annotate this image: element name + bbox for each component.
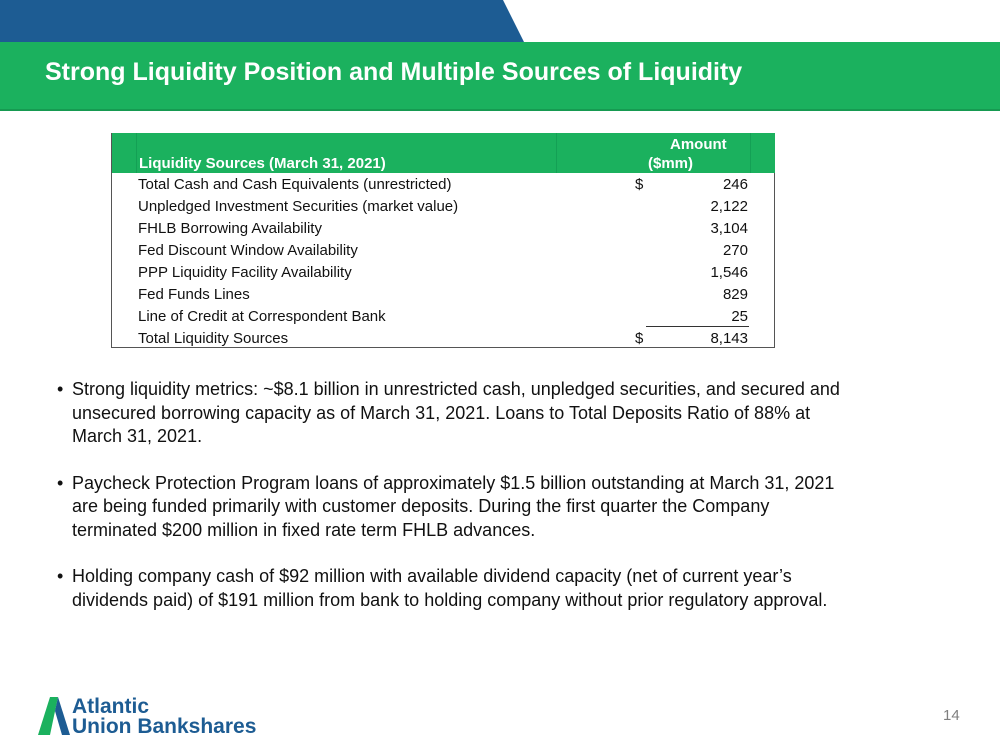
liquidity-table xyxy=(111,133,775,348)
bullet-icon: • xyxy=(57,472,64,493)
table-row: Fed Discount Window Availability 270 xyxy=(138,242,748,259)
header-label: Liquidity Sources (March 31, 2021) xyxy=(139,155,386,172)
bullet-icon: • xyxy=(57,566,64,586)
table-row: Line of Credit at Correspondent Bank 25 xyxy=(138,308,748,325)
logo-a-icon xyxy=(38,697,70,740)
header-amount-unit: ($mm) xyxy=(648,155,694,172)
top-accent-band xyxy=(0,0,525,44)
list-item: • Paycheck Protection Program loans of approximately $1.5 billion outstanding at March 31, 2021 are being funded primarily with customer deposits. During the first quarter the Company terminated $200 million in fixed rate term FHLB advances. xyxy=(57,472,835,540)
table-row: FHLB Borrowing Availability 3,104 xyxy=(138,220,748,237)
table-row: Fed Funds Lines 829 xyxy=(138,286,748,303)
list-item: • Holding company cash of $92 million with available dividend capacity (net of current year’s dividends paid) of $191 million from bank to holding company without prior regulatory approval. xyxy=(57,566,828,610)
table-row: PPP Liquidity Facility Availability 1,546 xyxy=(138,264,748,281)
bullet-list xyxy=(57,378,847,635)
header-amount: Amount xyxy=(670,136,727,153)
list-item: • Strong liquidity metrics: ~$8.1 billion in unrestricted cash, unpledged securities, and secured and unsecured borrowing capacity as of March 31, 2021. Loans to Total Deposits Ratio of 88% at March 31, 2021. xyxy=(57,379,840,446)
table-row: Unpledged Investment Securities (market value) 2,122 xyxy=(138,198,748,215)
table-row: Total Cash and Cash Equivalents (unrestricted) $ 246 xyxy=(138,176,748,193)
slide-title: Strong Liquidity Position and Multiple Sources of Liquidity xyxy=(45,58,743,86)
page-number: 14 xyxy=(943,707,960,724)
company-logo: Atlantic Union Bankshares xyxy=(72,695,257,738)
table-total-row: Total Liquidity Sources $ 8,143 xyxy=(138,330,748,347)
bullet-icon: • xyxy=(57,379,64,399)
